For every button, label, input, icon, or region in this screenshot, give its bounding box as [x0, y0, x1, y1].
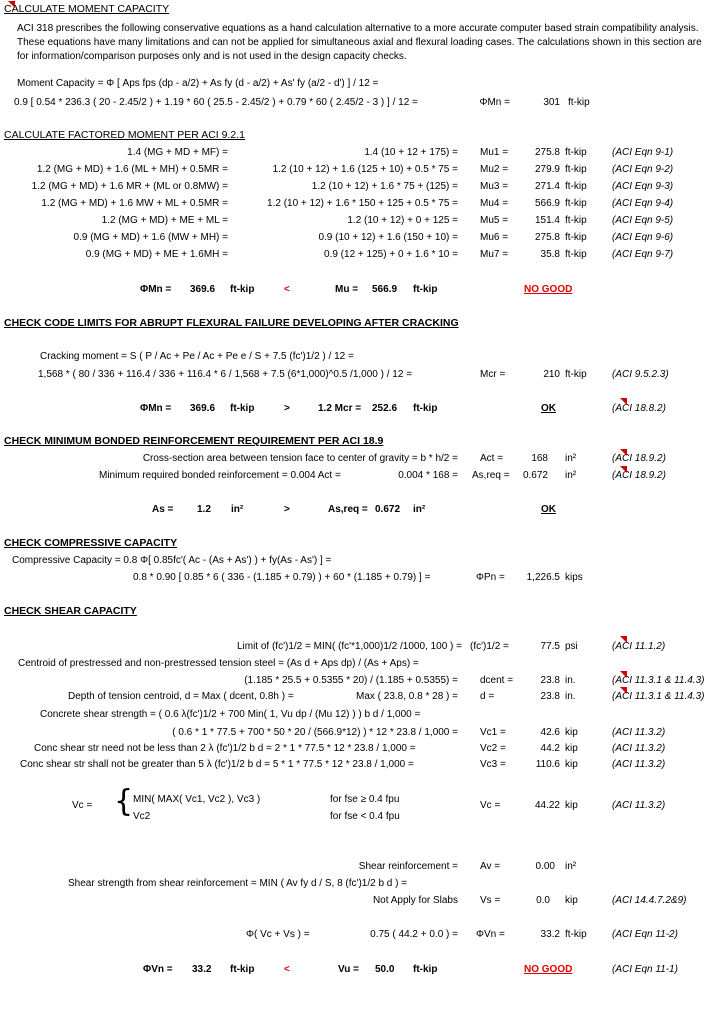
load-combo-formula: 0.9 (MG + MD) + 1.6 (MW + MH) =: [73, 232, 228, 243]
phi-pn-symbol: ΦPn =: [476, 572, 505, 583]
mu-unit: ft-kip: [565, 164, 587, 175]
check-lhs-symbol: ΦMn =: [140, 284, 172, 295]
as-req-label: Minimum required bonded reinforcement = 0.004 Act =: [99, 470, 341, 481]
load-combo-values: 1.2 (10 + 12) + 1.6 * 150 + 125 + 0.5 * 75 =: [267, 198, 458, 209]
check-lhs-symbol: ΦMn =: [140, 403, 172, 414]
aci-reference: (ACI Eqn 9-5): [612, 215, 674, 226]
av-value: 0.00: [535, 861, 555, 872]
cracking-moment-formula: Cracking moment = S ( P / Ac + Pe / Ac + Pe e / S + 7.5 (fc')1/2 ) / 12 =: [40, 351, 354, 362]
vc-case-2: Vc2: [133, 811, 151, 822]
vc-case-1: MIN( MAX( Vc1, Vc2 ), Vc3 ): [133, 794, 261, 805]
intro-paragraph: ACI 318 prescribes the following conservative equations as a hand calculation alternative to a more accurate computer based strain compatibility analysis. These equations have many limitations and can not be applied for simultaneous axial and flexural loading cases. The calculations shown in this section are for information/comparison purposes only and is not used in the design capacity checks.: [17, 23, 702, 62]
aci-reference: (ACI 9.5.2.3): [612, 369, 669, 380]
vc3-value: 110.6: [535, 759, 560, 770]
aci-reference: (ACI 18.9.2): [612, 453, 666, 464]
dcent-symbol: dcent =: [480, 675, 514, 686]
check-rhs-value: 50.0: [375, 964, 395, 975]
depth-symbol: d =: [480, 691, 495, 702]
depth-values: Max ( 23.8, 0.8 * 28 ) =: [356, 691, 458, 702]
compressive-formula: Compressive Capacity = 0.8 Φ[ 0.85fc'( Ac - (As + As') ) + fy(As - As') ] =: [12, 555, 332, 566]
comment-marker-icon[interactable]: [620, 671, 627, 678]
load-combo-values: 1.4 (10 + 12 + 175) =: [364, 147, 458, 158]
aci-reference: (ACI Eqn 9-7): [612, 249, 674, 260]
aci-reference: (ACI 11.3.1 & 11.4.3): [612, 691, 705, 702]
vs-value: 0.0: [536, 895, 550, 906]
vc-symbol: Vc =: [480, 800, 501, 811]
vc-value: 44.22: [534, 800, 560, 811]
vs-unit: kip: [565, 895, 578, 906]
load-combo-formula: 1.2 (MG + MD) + ME + ML =: [101, 215, 228, 226]
check-lhs-unit: ft-kip: [230, 284, 255, 295]
phi-vn-unit: ft-kip: [565, 929, 587, 940]
check-lhs-unit: ft-kip: [230, 403, 255, 414]
phi-vn-symbol: ΦVn =: [476, 929, 505, 940]
check-rhs-value: 252.6: [372, 403, 398, 414]
vc1-symbol: Vc1 =: [480, 727, 506, 738]
mu-unit: ft-kip: [565, 232, 587, 243]
check-result-badge: NO GOOD: [524, 284, 573, 295]
mu-symbol: Mu4 =: [480, 198, 509, 209]
section-header-compressive: CHECK COMPRESSIVE CAPACITY: [4, 537, 178, 549]
vc2-unit: kip: [565, 743, 578, 754]
vc1-value: 42.6: [540, 727, 560, 738]
fc-limit-symbol: (fc')1/2 =: [470, 641, 509, 652]
fc-limit-value: 77.5: [540, 641, 560, 652]
phi-vn-values: 0.75 ( 44.2 + 0.0 ) =: [370, 929, 458, 940]
mu-symbol: Mu2 =: [480, 164, 509, 175]
load-combo-values: 1.2 (10 + 12) + 1.6 * 75 + (125) =: [311, 181, 458, 192]
check-rhs-symbol: As,req =: [328, 504, 368, 515]
moment-capacity-unit: ft-kip: [568, 97, 590, 108]
mu-value: 271.4: [534, 181, 560, 192]
section-header-factored-moment: CALCULATE FACTORED MOMENT PER ACI 9.2.1: [4, 129, 245, 141]
check-lhs-value: 1.2: [197, 504, 211, 515]
check-lhs-value: 33.2: [192, 964, 212, 975]
mu-value: 35.8: [540, 249, 560, 260]
mu-unit: ft-kip: [565, 181, 587, 192]
phi-vn-label: Φ( Vc + Vs ) =: [246, 929, 310, 940]
aci-reference: (ACI 11.1.2): [612, 641, 666, 652]
comment-marker-icon[interactable]: [620, 636, 627, 643]
mu-symbol: Mu5 =: [480, 215, 509, 226]
fc-limit-unit: psi: [565, 641, 578, 652]
mu-symbol: Mu6 =: [480, 232, 509, 243]
mu-symbol: Mu1 =: [480, 147, 509, 158]
moment-capacity-value: 301: [543, 97, 560, 108]
section-header-shear: CHECK SHEAR CAPACITY: [4, 605, 137, 617]
phi-vn-value: 33.2: [540, 929, 560, 940]
check-rhs-unit: ft-kip: [413, 284, 438, 295]
phi-pn-value: 1,226.5: [526, 572, 560, 583]
vc-condition-2: for fse < 0.4 fpu: [330, 811, 400, 822]
aci-reference: (ACI 11.3.2): [612, 727, 666, 738]
moment-capacity-values: 0.9 [ 0.54 * 236.3 ( 20 - 2.45/2 ) + 1.19 * 60 ( 25.5 - 2.45/2 ) + 0.79 * 60 ( 2.45/2 - 3 ) ] / 12 =: [14, 97, 418, 108]
depth-unit: in.: [565, 691, 576, 702]
comment-marker-icon[interactable]: [620, 398, 627, 405]
section-header-cracking: CHECK CODE LIMITS FOR ABRUPT FLEXURAL FAILURE DEVELOPING AFTER CRACKING: [4, 317, 459, 329]
av-label: Shear reinforcement =: [358, 861, 458, 872]
aci-reference: (ACI 18.8.2): [612, 403, 666, 414]
comment-marker-icon[interactable]: [620, 449, 627, 456]
av-symbol: Av =: [480, 861, 501, 872]
av-unit: in²: [565, 861, 577, 872]
check-result-badge: OK: [541, 403, 556, 414]
aci-reference: (ACI 18.9.2): [612, 470, 666, 481]
check-lhs-unit: ft-kip: [230, 964, 255, 975]
vc1-unit: kip: [565, 727, 578, 738]
act-symbol: Act =: [480, 453, 504, 464]
load-combo-values: 0.9 (10 + 12) + 1.6 (150 + 10) =: [318, 232, 458, 243]
as-req-symbol: As,req =: [472, 470, 510, 481]
as-req-values: 0.004 * 168 =: [398, 470, 458, 481]
aci-reference: (ACI Eqn 9-6): [612, 232, 674, 243]
load-combo-formula: 0.9 (MG + MD) + ME + 1.6MH =: [85, 249, 228, 260]
load-combo-formula: 1.2 (MG + MD) + 1.6 MW + ML + 0.5MR =: [41, 198, 228, 209]
load-combo-formula: 1.4 (MG + MD + MF) =: [127, 147, 228, 158]
vc2-value: 44.2: [540, 743, 560, 754]
mu-value: 151.4: [534, 215, 560, 226]
vc1-values: ( 0.6 * 1 * 77.5 + 700 * 50 * 20 / (566.9*12) ) * 12 * 23.8 / 1,000 =: [172, 727, 458, 738]
vc2-label: Conc shear str need not be less than 2 λ (fc')1/2 b d = 2 * 1 * 77.5 * 12 * 23.8 / 1,000 =: [34, 743, 416, 754]
mu-value: 566.9: [534, 198, 560, 209]
check-lhs-value: 369.6: [190, 403, 216, 414]
aci-reference: (ACI Eqn 9-2): [612, 164, 674, 175]
vc3-unit: kip: [565, 759, 578, 770]
check-result-badge: OK: [541, 504, 556, 515]
check-rhs-unit: in²: [413, 504, 426, 515]
compressive-values: 0.8 * 0.90 [ 0.85 * 6 ( 336 - (1.185 + 0.79) ) + 60 * (1.185 + 0.79) ] =: [133, 572, 431, 583]
comment-marker-icon[interactable]: [620, 687, 627, 694]
depth-label: Depth of tension centroid, d = Max ( dcent, 0.8h ) =: [68, 691, 294, 702]
comment-marker-icon[interactable]: [8, 1, 15, 8]
dcent-unit: in.: [565, 675, 576, 686]
aci-reference: (ACI 11.3.1 & 11.4.3): [612, 675, 705, 686]
aci-reference: (ACI 11.3.2): [612, 759, 666, 770]
check-result-badge: NO GOOD: [524, 964, 573, 975]
aci-reference: (ACI 11.3.2): [612, 800, 666, 811]
comment-marker-icon[interactable]: [620, 466, 627, 473]
check-rhs-value: 0.672: [375, 504, 401, 515]
act-value: 168: [531, 453, 548, 464]
mu-value: 275.8: [534, 232, 560, 243]
vs-label: Shear strength from shear reinforcement = MIN ( Av fy d / S, 8 (fc')1/2 b d ) =: [68, 878, 408, 889]
check-operator: <: [284, 964, 290, 975]
check-rhs-unit: ft-kip: [413, 964, 438, 975]
centroid-values: (1.185 * 25.5 + 0.5355 * 20) / (1.185 + 0.5355) =: [244, 675, 458, 686]
act-label: Cross-section area between tension face to center of gravity = b * h/2 =: [142, 453, 458, 464]
aci-reference: (ACI 11.3.2): [612, 743, 666, 754]
check-lhs-unit: in²: [231, 504, 244, 515]
load-combo-formula: 1.2 (MG + MD) + 1.6 (ML + MH) + 0.5MR =: [36, 164, 228, 175]
concrete-shear-label: Concrete shear strength = ( 0.6 λ(fc')1/2 + 700 Min( 1, Vu dp / (Mu 12) ) ) b d / 1,000 =: [40, 709, 421, 720]
section-header-moment-capacity: CALCULATE MOMENT CAPACITY: [4, 3, 170, 15]
vc-lhs: Vc =: [72, 800, 93, 811]
check-rhs-symbol: 1.2 Mcr =: [318, 403, 362, 414]
mcr-symbol: Mcr =: [480, 369, 506, 380]
load-combo-values: 1.2 (10 + 12) + 1.6 (125 + 10) + 0.5 * 75 =: [272, 164, 458, 175]
mu-value: 279.9: [534, 164, 560, 175]
aci-reference: (ACI Eqn 11-1): [612, 964, 678, 975]
mcr-value: 210: [543, 369, 560, 380]
check-rhs-symbol: Vu =: [338, 964, 360, 975]
centroid-label: Centroid of prestressed and non-prestressed tension steel = (As d + Aps dp) / (As + Aps) =: [18, 658, 419, 669]
mu-symbol: Mu3 =: [480, 181, 509, 192]
section-header-bonded-reinforcement: CHECK MINIMUM BONDED REINFORCEMENT REQUIREMENT PER ACI 18.9: [4, 435, 384, 447]
mu-unit: ft-kip: [565, 249, 587, 260]
check-operator: >: [284, 504, 290, 515]
fc-limit-label: Limit of (fc')1/2 = MIN( (fc'*1,000)1/2 /1000, 100 ) =: [236, 641, 462, 652]
phi-mn-symbol: ΦMn =: [479, 97, 510, 108]
vs-symbol: Vs =: [480, 895, 501, 906]
aci-reference: (ACI Eqn 9-3): [612, 181, 674, 192]
vc2-symbol: Vc2 =: [480, 743, 506, 754]
aci-reference: (ACI 14.4.7.2&9): [612, 895, 687, 906]
dcent-value: 23.8: [540, 675, 560, 686]
mu-symbol: Mu7 =: [480, 249, 509, 260]
check-lhs-symbol: ΦVn =: [143, 964, 173, 975]
load-combo-values: 1.2 (10 + 12) + 0 + 125 =: [347, 215, 458, 226]
mcr-unit: ft-kip: [565, 369, 587, 380]
check-lhs-symbol: As =: [152, 504, 174, 515]
vc-unit: kip: [565, 800, 578, 811]
load-combo-formula: 1.2 (MG + MD) + 1.6 MR + (ML or 0.8MW) =: [31, 181, 228, 192]
moment-capacity-formula: Moment Capacity = Φ [ Aps fps (dp - a/2) + As fy (d - a/2) + As' fy (a/2 - d') ] / 12 =: [17, 78, 379, 89]
check-operator: >: [284, 403, 290, 414]
left-brace: {: [114, 784, 134, 819]
check-rhs-unit: ft-kip: [413, 403, 438, 414]
check-rhs-value: 566.9: [372, 284, 398, 295]
as-req-value: 0.672: [522, 470, 548, 481]
vs-note: Not Apply for Slabs: [372, 895, 458, 906]
phi-pn-unit: kips: [565, 572, 583, 583]
depth-value: 23.8: [540, 691, 560, 702]
load-combo-values: 0.9 (12 + 125) + 0 + 1.6 * 10 =: [324, 249, 458, 260]
mu-unit: ft-kip: [565, 198, 587, 209]
check-lhs-value: 369.6: [190, 284, 216, 295]
as-req-unit: in²: [565, 470, 577, 481]
vc-condition-1: for fse ≥ 0.4 fpu: [330, 794, 400, 805]
act-unit: in²: [565, 453, 577, 464]
check-rhs-symbol: Mu =: [335, 284, 359, 295]
aci-reference: (ACI Eqn 9-4): [612, 198, 674, 209]
mu-unit: ft-kip: [565, 215, 587, 226]
mu-value: 275.8: [534, 147, 560, 158]
aci-reference: (ACI Eqn 11-2): [612, 929, 678, 940]
check-operator: <: [284, 284, 290, 295]
aci-reference: (ACI Eqn 9-1): [612, 147, 674, 158]
mu-unit: ft-kip: [565, 147, 587, 158]
vc3-label: Conc shear str shall not be greater than 5 λ (fc')1/2 b d = 5 * 1 * 77.5 * 12 * 23.8 / 1,000 =: [20, 759, 414, 770]
cracking-moment-values: 1,568 * ( 80 / 336 + 116.4 / 336 + 116.4 * 6 / 1,568 + 7.5 (6*1,000)^0.5 /1,000 ) / 12 =: [38, 369, 413, 380]
vc3-symbol: Vc3 =: [480, 759, 506, 770]
